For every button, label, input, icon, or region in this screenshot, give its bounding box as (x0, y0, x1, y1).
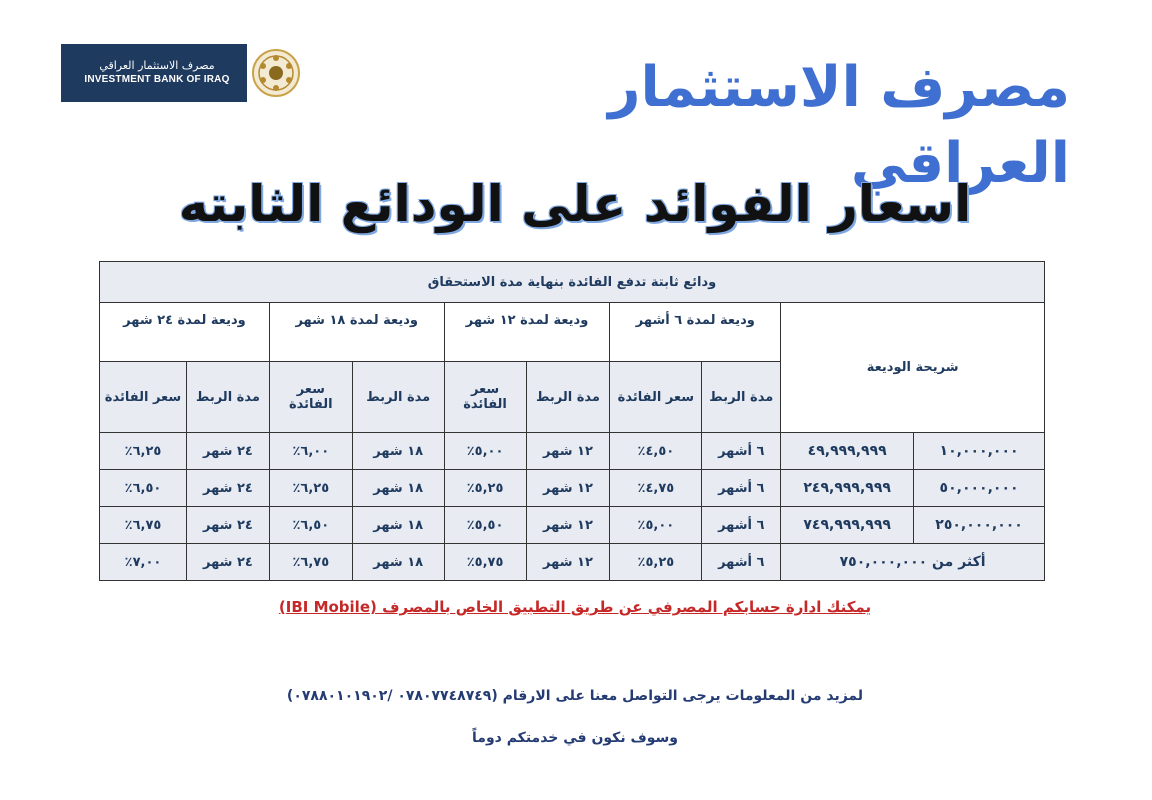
rate-12: ٥,٠٠٪ (444, 433, 526, 470)
term-18: ١٨ شهر (352, 470, 444, 507)
term-header-6: مدة الربط (702, 362, 781, 433)
rate-6: ٥,٢٥٪ (610, 544, 702, 581)
term-6: ٦ أشهر (702, 470, 781, 507)
bank-name-title: مصرف الاستثمار العراقي (608, 55, 1070, 196)
tier-over: أكثر من ٧٥٠,٠٠٠,٠٠٠ (781, 544, 1045, 581)
tier-from: ٥٠,٠٠٠,٠٠٠ (914, 470, 1045, 507)
tier-from: ١٠,٠٠٠,٠٠٠ (914, 433, 1045, 470)
rate-header-12: سعر الفائدة (444, 362, 526, 433)
tier-header: شريحة الوديعة (781, 303, 1045, 433)
rate-header-18: سعر الفائدة (269, 362, 352, 433)
bank-logo (61, 44, 305, 102)
term-6: ٦ أشهر (702, 507, 781, 544)
mobile-app-note: يمكنك ادارة حسابكم المصرفي عن طريق التطبيق الخاص بالمصرف (IBI Mobile) (278, 598, 872, 616)
rate-12: ٥,٢٥٪ (444, 470, 526, 507)
table-row (100, 507, 1045, 544)
term-18: ١٨ شهر (352, 507, 444, 544)
table-row (100, 544, 1045, 581)
tier-to: ٧٤٩,٩٩٩,٩٩٩ (781, 507, 914, 544)
term-24: ٢٤ شهر (186, 507, 269, 544)
logo-english-name: INVESTMENT BANK OF IRAQ (84, 74, 230, 85)
term-12: ١٢ شهر (526, 470, 610, 507)
table-title: ودائع ثابتة تدفع الفائدة بنهاية مدة الاستحقاق (100, 262, 1045, 303)
term-header-24: مدة الربط (186, 362, 269, 433)
logo-arabic-name: مصرف الاستثمار العراقي (99, 59, 215, 72)
rate-18: ٦,٠٠٪ (269, 433, 352, 470)
rate-24: ٦,٥٠٪ (100, 470, 187, 507)
logo-text (61, 59, 247, 87)
main-title: اسعار الفوائد على الودائع الثابته (178, 175, 972, 233)
rate-12: ٥,٧٥٪ (444, 544, 526, 581)
term-18: ١٨ شهر (352, 544, 444, 581)
rate-6: ٤,٧٥٪ (610, 470, 702, 507)
rate-12: ٥,٥٠٪ (444, 507, 526, 544)
rate-6: ٤,٥٠٪ (610, 433, 702, 470)
rate-header-24: سعر الفائدة (100, 362, 187, 433)
term-header-12: مدة الربط (526, 362, 610, 433)
term-6: ٦ أشهر (702, 544, 781, 581)
contact-numbers: لمزيد من المعلومات يرجى التواصل معنا على الارقام (٠٧٨٠٧٧٤٨٧٤٩ /٠٧٨٨٠١٠١٩٠٢) (286, 688, 864, 704)
term-header-18: مدة الربط (352, 362, 444, 433)
deposit-18-months-header: وديعة لمدة ١٨ شهر (269, 303, 444, 362)
term-6: ٦ أشهر (702, 433, 781, 470)
rate-24: ٧,٠٠٪ (100, 544, 187, 581)
rate-6: ٥,٠٠٪ (610, 507, 702, 544)
term-12: ١٢ شهر (526, 507, 610, 544)
closing-line: وسوف نكون في خدمتكم دوماً (472, 730, 678, 746)
term-24: ٢٤ شهر (186, 470, 269, 507)
tier-to: ٤٩,٩٩٩,٩٩٩ (781, 433, 914, 470)
interest-rates-table (99, 261, 1045, 581)
term-18: ١٨ شهر (352, 433, 444, 470)
rate-header-6: سعر الفائدة (610, 362, 702, 433)
rate-24: ٦,٢٥٪ (100, 433, 187, 470)
deposit-12-months-header: وديعة لمدة ١٢ شهر (444, 303, 610, 362)
term-12: ١٢ شهر (526, 544, 610, 581)
deposit-6-months-header: وديعة لمدة ٦ أشهر (610, 303, 781, 362)
rate-18: ٦,٥٠٪ (269, 507, 352, 544)
table-row (100, 433, 1045, 470)
deposit-24-months-header: وديعة لمدة ٢٤ شهر (100, 303, 270, 362)
tier-from: ٢٥٠,٠٠٠,٠٠٠ (914, 507, 1045, 544)
table-row (100, 470, 1045, 507)
rate-18: ٦,٧٥٪ (269, 544, 352, 581)
rate-18: ٦,٢٥٪ (269, 470, 352, 507)
bank-seal-icon (247, 44, 305, 102)
term-24: ٢٤ شهر (186, 544, 269, 581)
tier-to: ٢٤٩,٩٩٩,٩٩٩ (781, 470, 914, 507)
term-24: ٢٤ شهر (186, 433, 269, 470)
term-12: ١٢ شهر (526, 433, 610, 470)
rate-24: ٦,٧٥٪ (100, 507, 187, 544)
